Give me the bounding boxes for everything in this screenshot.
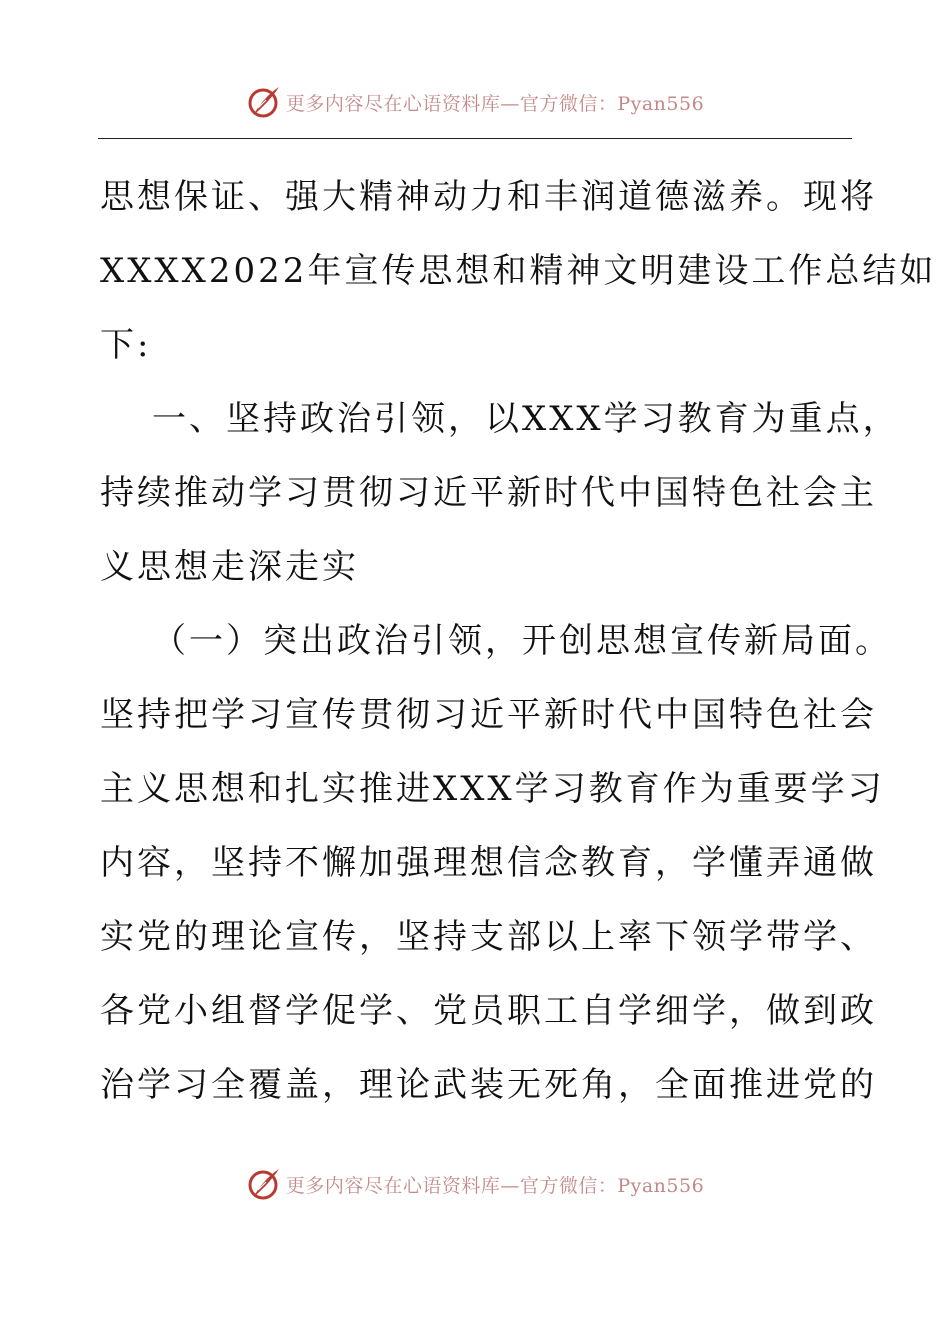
body-line: XXXX2022年宣传思想和精神文明建设工作总结如 — [100, 251, 937, 291]
header-banner — [0, 80, 950, 124]
footer-banner-content — [246, 1166, 704, 1202]
section-heading-line: 持续推动学习贯彻习近平新时代中国特色社会主 — [100, 473, 877, 513]
section-heading-line: 义思想走深走实 — [100, 547, 359, 587]
section-heading-line: 一、坚持政治引领，以XXX学习教育为重点， — [152, 399, 900, 439]
footer-banner-text: 更多内容尽在心语资料库—官方微信：Pyan556 — [285, 1174, 705, 1197]
document-body — [100, 160, 937, 1122]
footer-banner — [0, 1162, 950, 1206]
header-divider — [98, 138, 852, 139]
subsection-heading-line: （一）突出政治引领，开创思想宣传新局面。 — [152, 621, 892, 661]
body-line: 实党的理论宣传，坚持支部以上率下领学带学、 — [100, 917, 877, 957]
quill-circle-logo-icon — [246, 84, 282, 120]
body-line: 治学习全覆盖，理论武装无死角，全面推进党的 — [100, 1065, 877, 1105]
body-line: 思想保证、强大精神动力和丰润道德滋养。现将 — [100, 177, 877, 217]
body-line: 坚持把学习宣传贯彻习近平新时代中国特色社会 — [100, 695, 877, 735]
body-line: 主义思想和扎实推进XXX学习教育作为重要学习 — [100, 769, 885, 809]
header-banner-text: 更多内容尽在心语资料库—官方微信：Pyan556 — [285, 92, 705, 115]
body-line: 各党小组督学促学、党员职工自学细学，做到政 — [100, 991, 877, 1031]
header-banner-content — [246, 84, 704, 120]
body-line: 内容，坚持不懈加强理想信念教育，学懂弄通做 — [100, 843, 877, 883]
quill-circle-logo-icon — [246, 1166, 282, 1202]
body-line: 下: — [100, 325, 152, 365]
